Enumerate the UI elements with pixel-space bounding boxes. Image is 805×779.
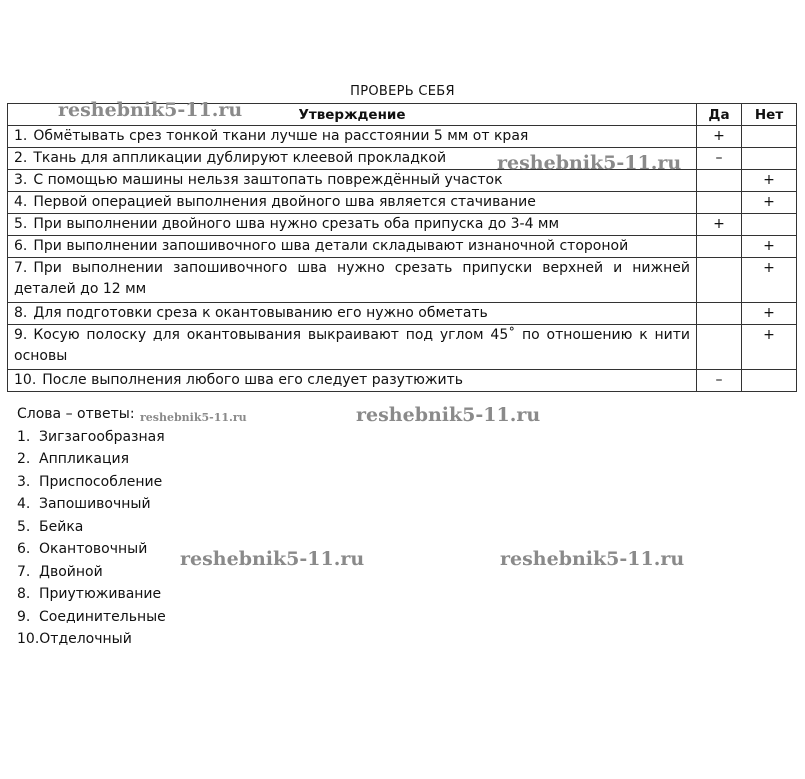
statement-cell: 10. После выполнения любого шва его следует разутюжить [8, 370, 697, 392]
header-statement: Утверждение [8, 104, 697, 126]
page-title: ПРОВЕРЬ СЕБЯ [350, 84, 455, 99]
statement-cell: 1. Обмётывать срез тонкой ткани лучше на расстоянии 5 мм от края [8, 126, 697, 148]
yes-cell: – [697, 370, 742, 392]
list-item: 1. Зигзагообразная [17, 428, 165, 445]
list-item: 6. Окантовочный [17, 541, 148, 557]
no-cell: + [742, 170, 797, 192]
statement-cell: 6. При выполнении запошивочного шва детали складывают изнаночной стороной [8, 236, 697, 258]
watermark: reshebnik5-11.ru [500, 548, 685, 570]
list-item: 9. Соединительные [17, 608, 166, 625]
yes-cell: + [697, 214, 742, 236]
yes-cell [697, 236, 742, 258]
no-cell [742, 370, 797, 392]
statement-cell: 4. Первой операцией выполнения двойного шва является стачивание [8, 192, 697, 214]
watermark: reshebnik5-11.ru [140, 411, 247, 424]
yes-cell [697, 325, 742, 370]
watermark: reshebnik5-11.ru [356, 404, 541, 426]
no-cell: + [742, 303, 797, 325]
table-row [8, 214, 797, 236]
quiz-table [7, 103, 797, 392]
no-cell: + [742, 325, 797, 370]
yes-cell: + [697, 126, 742, 148]
yes-cell [697, 192, 742, 214]
answers-heading: Слова – ответы: [17, 406, 135, 422]
list-item: 8. Приутюживание [17, 586, 162, 602]
yes-cell [697, 170, 742, 192]
table-row [8, 303, 797, 325]
table-header-row [8, 104, 797, 126]
list-item: 7. Двойной [17, 563, 103, 580]
list-item: 4. Запошивочный [17, 496, 151, 512]
header-no: Нет [742, 104, 797, 126]
statement-cell: 8. Для подготовки среза к окантовыванию его нужно обметать [8, 303, 697, 325]
statement-cell: 3. С помощью машины нельзя заштопать повреждённый участок [8, 170, 697, 192]
answers-section [17, 403, 166, 651]
yes-cell: – [697, 148, 742, 170]
no-cell [742, 126, 797, 148]
watermark: reshebnik5-11.ru [497, 152, 682, 174]
table-row [8, 236, 797, 258]
watermark: reshebnik5-11.ru [58, 99, 243, 121]
statement-cell: 9. Косую полоску для окантовывания выкраивают под углом 45˚ по отношению к нити основы [8, 325, 697, 370]
table-row [8, 192, 797, 214]
table-row [8, 258, 797, 303]
watermark: reshebnik5-11.ru [180, 548, 365, 570]
table-row [8, 148, 797, 170]
list-item: 3. Приспособление [17, 473, 163, 490]
answers-list [17, 426, 166, 651]
list-item: 5. Бейка [17, 518, 84, 535]
statement-cell: 5. При выполнении двойного шва нужно срезать оба припуска до 3-4 мм [8, 214, 697, 236]
table-row [8, 126, 797, 148]
statement-cell: 7. При выполнении запошивочного шва нужно срезать припуски верхней и нижней деталей до 12 мм [8, 258, 697, 303]
list-item: 2. Аппликация [17, 451, 130, 467]
no-cell [742, 148, 797, 170]
no-cell: + [742, 192, 797, 214]
table-row [8, 170, 797, 192]
no-cell [742, 214, 797, 236]
table-row [8, 325, 797, 370]
header-yes: Да [697, 104, 742, 126]
list-item: 10.Отделочный [17, 631, 132, 647]
table-row [8, 370, 797, 392]
no-cell: + [742, 236, 797, 258]
no-cell: + [742, 258, 797, 303]
statement-cell: 2. Ткань для аппликации дублируют клеевой прокладкой [8, 148, 697, 170]
yes-cell [697, 258, 742, 303]
yes-cell [697, 303, 742, 325]
